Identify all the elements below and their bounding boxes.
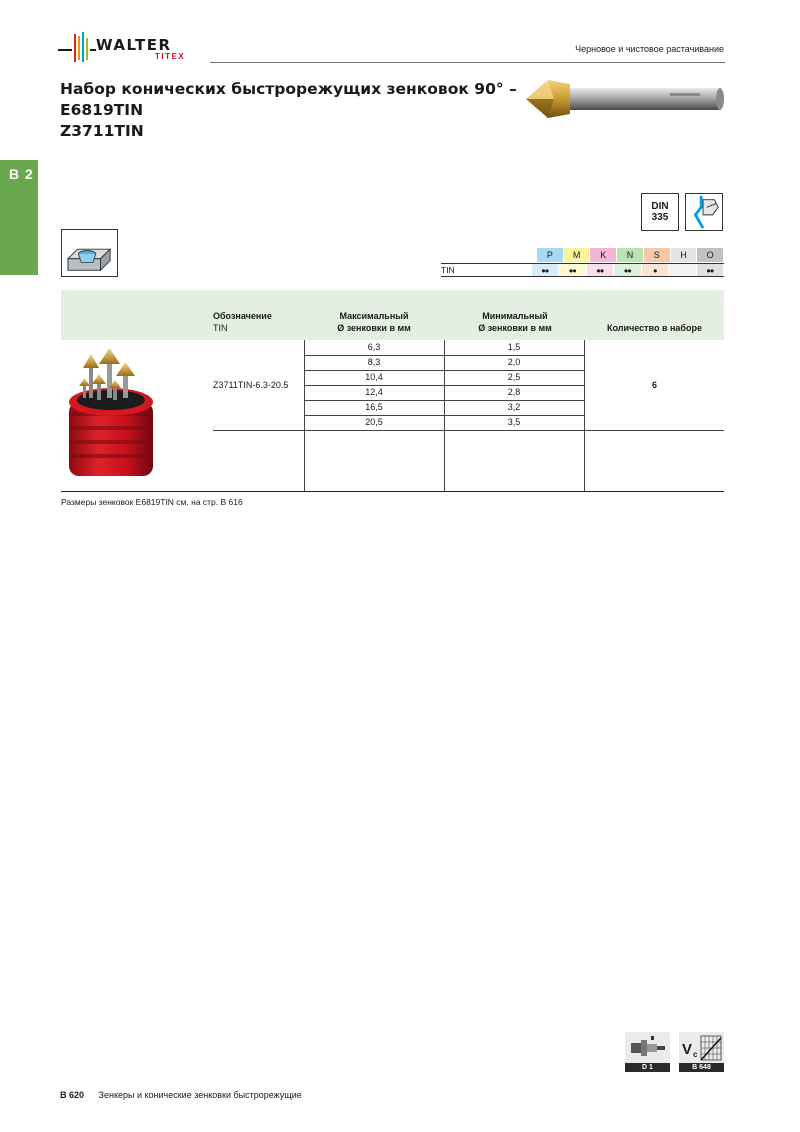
max-diameter-cell: 6,3: [367, 342, 381, 352]
page-number: B 620: [60, 1090, 85, 1100]
cutting-speed-icon: [679, 1032, 724, 1063]
header-min-diameter: [445, 310, 585, 334]
max-diameter-cell: 16,5: [365, 402, 383, 412]
header-max-line2: Ø зенковки в мм: [337, 323, 411, 333]
section-title: Черновое и чистовое растачивание: [575, 44, 724, 54]
material-group-k: K: [590, 248, 616, 262]
min-diameter-cell: 2,0: [507, 357, 521, 367]
din-standard-badge: [641, 193, 679, 231]
header-designation: [213, 310, 272, 334]
header-quantity: Количество в наборе: [607, 323, 702, 333]
header-min-line2: Ø зенковки в мм: [478, 323, 552, 333]
quantity-cell: 6: [651, 380, 657, 390]
material-group-p: P: [537, 248, 563, 262]
walter-titex-logo: [58, 30, 198, 66]
rating-h: [669, 264, 696, 276]
material-group-n: N: [617, 248, 643, 262]
product-table: [61, 290, 724, 492]
material-group-m: M: [564, 248, 590, 262]
material-groups-header: [537, 248, 724, 262]
coating-label: TIN: [441, 265, 455, 275]
rating-o: ●●: [697, 264, 724, 276]
max-diameter-cell: 12,4: [365, 387, 383, 397]
reference-link-b648[interactable]: [679, 1032, 724, 1072]
column-divider: [584, 340, 585, 492]
header-designation-line2: TIN: [213, 323, 228, 333]
din-label: DIN: [651, 201, 669, 212]
logo-mark-icon: [58, 30, 96, 66]
material-rating-row: [441, 263, 724, 277]
page-footer: [60, 1090, 302, 1100]
page-title: [60, 79, 517, 142]
reference-label-d1: D 1: [625, 1063, 670, 1072]
title-line-2: E6819TIN: [60, 101, 144, 119]
header-min-line1: Минимальный: [482, 311, 548, 321]
reference-label-b648: B 648: [679, 1063, 724, 1072]
header-designation-line1: Обозначение: [213, 311, 272, 321]
svg-text:V: V: [682, 1041, 693, 1058]
tool-holder-icon: [625, 1032, 670, 1063]
max-diameter-cell: 20,5: [365, 417, 383, 427]
material-suitability-table: [441, 248, 724, 277]
brand-sub: TITEX: [155, 52, 186, 61]
countersink-profile-icon: [685, 193, 723, 231]
title-line-3: Z3711TIN: [60, 122, 144, 140]
din-number: 335: [651, 212, 669, 223]
designation-cell: Z3711TIN-6.3-20.5: [213, 380, 289, 390]
header-max-diameter: [304, 310, 444, 334]
chapter-tab-label: B 2: [9, 166, 34, 182]
material-group-h: H: [671, 248, 697, 262]
material-group-o: O: [697, 248, 723, 262]
reference-link-d1[interactable]: [625, 1032, 670, 1072]
rating-k: ●●: [587, 264, 614, 276]
countersink-set-photo: [61, 340, 161, 480]
rating-n: ●●: [614, 264, 641, 276]
footer-chapter-title: Зенкеры и конические зенковки быстрорежущие: [98, 1090, 302, 1100]
header-divider: [210, 62, 725, 63]
title-line-1: Набор конических быстрорежущих зенковок 90° –: [60, 80, 517, 98]
brand-name: WALTER: [96, 36, 172, 54]
max-diameter-cell: 8,3: [367, 357, 381, 367]
svg-text:c: c: [693, 1050, 698, 1059]
group-divider: [213, 430, 724, 431]
table-bottom-rule: [61, 491, 724, 492]
header-max-line1: Максимальный: [339, 311, 409, 321]
footnote: Размеры зенковок E6819TIN см. на стр. B 616: [61, 497, 243, 507]
workpiece-icon: [61, 229, 118, 277]
chapter-tab: [0, 160, 38, 275]
countersink-tool-image: [520, 76, 726, 122]
rating-m: ●●: [559, 264, 586, 276]
max-diameter-cell: 10,4: [365, 372, 383, 382]
material-group-s: S: [644, 248, 670, 262]
min-diameter-cell: 3,2: [507, 402, 521, 412]
min-diameter-cell: 1,5: [507, 342, 521, 352]
min-diameter-cell: 2,5: [507, 372, 521, 382]
rating-p: ●●: [532, 264, 559, 276]
min-diameter-cell: 2,8: [507, 387, 521, 397]
min-diameter-cell: 3,5: [507, 417, 521, 427]
rating-s: ●: [642, 264, 669, 276]
